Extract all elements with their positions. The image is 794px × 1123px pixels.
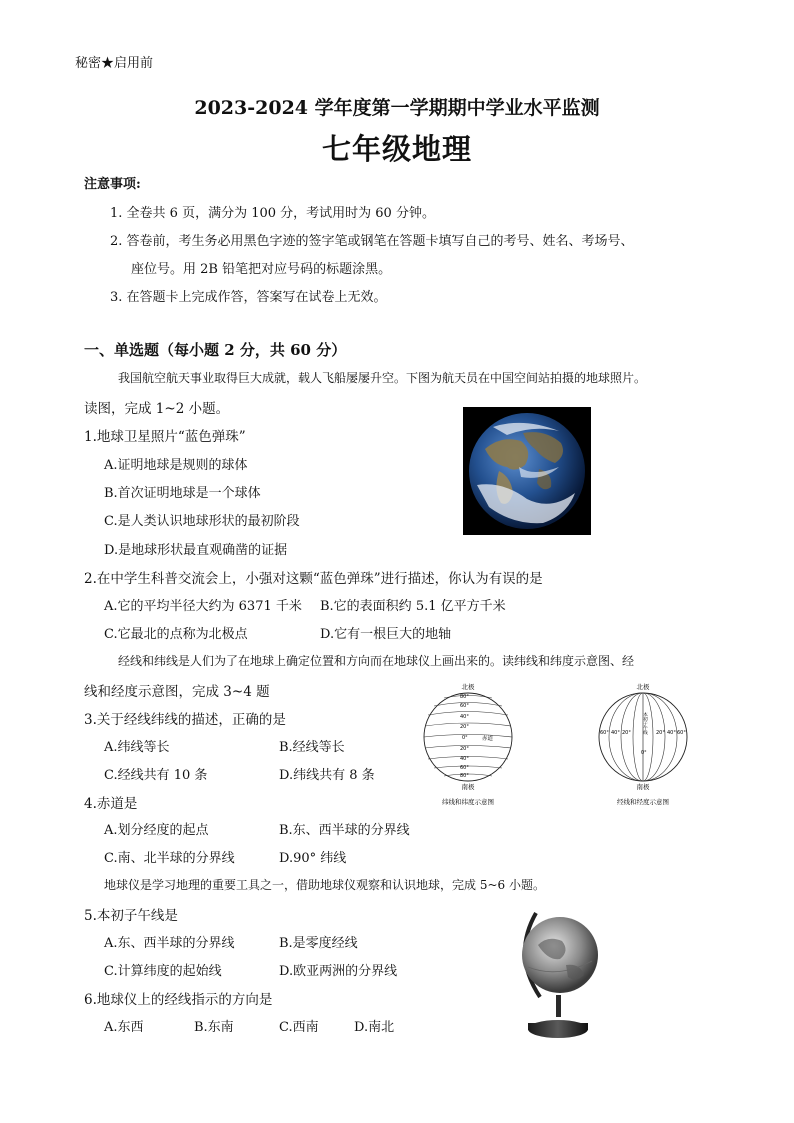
q1-option-c: C.是人类认识地球形状的最初阶段 <box>104 514 300 529</box>
q5-option-b: B.是零度经线 <box>279 936 358 951</box>
svg-text:60°: 60° <box>460 765 469 771</box>
svg-text:40°: 40° <box>460 714 469 720</box>
svg-text:80°: 80° <box>460 773 469 779</box>
q5-option-c: C.计算纬度的起始线 <box>104 964 222 979</box>
q4-option-d: D.90° 纬线 <box>279 851 347 866</box>
q4-option-c: C.南、北半球的分界线 <box>104 851 235 866</box>
svg-text:0°: 0° <box>641 750 647 756</box>
svg-text:40°: 40° <box>611 730 620 736</box>
svg-text:20°: 20° <box>622 730 631 736</box>
q1-option-b: B.首次证明地球是一个球体 <box>104 486 261 501</box>
lon-north-label: 北极 <box>636 683 650 691</box>
q6-option-b: B.东南 <box>194 1020 234 1035</box>
q1-option-d: D.是地球形状最直观确凿的证据 <box>104 543 288 558</box>
desk-globe-icon <box>518 905 598 1040</box>
q6-option-a: A.东西 <box>104 1020 144 1035</box>
q5-option-d: D.欧亚两洲的分界线 <box>279 964 398 979</box>
question-5-stem: 5.本初子午线是 <box>84 908 178 924</box>
notice-heading: 注意事项: <box>84 177 141 192</box>
svg-text:60°: 60° <box>460 703 469 709</box>
intro-1: 我国航空航天事业取得巨大成就，载人飞船屡屡升空。下图为航天员在中国空间站拍摄的地球照片。 <box>118 371 647 385</box>
svg-text:20°: 20° <box>656 730 665 736</box>
q3-option-c: C.经线共有 10 条 <box>104 768 208 783</box>
q1-option-a: A.证明地球是规则的球体 <box>104 458 248 473</box>
latitude-diagram <box>420 682 530 808</box>
intro-2-cont: 线和经度示意图，完成 3~4 题 <box>84 684 270 700</box>
lat-south-label: 南极 <box>461 783 475 791</box>
svg-text:40°: 40° <box>460 756 469 762</box>
q5-option-a: A.东、西半球的分界线 <box>104 936 235 951</box>
q3-option-b: B.经线等长 <box>279 740 345 755</box>
q6-option-d: D.南北 <box>354 1020 395 1035</box>
section-heading: 一、单选题（每小题 2 分，共 60 分） <box>84 341 347 359</box>
earth-photo-icon <box>463 407 591 535</box>
q3-option-d: D.纬线共有 8 条 <box>279 768 375 783</box>
equator-label: 赤道 <box>482 736 494 742</box>
lat-north-label: 北极 <box>461 683 475 691</box>
question-3-stem: 3.关于经线纬线的描述，正确的是 <box>84 712 286 728</box>
longitude-diagram <box>595 682 705 808</box>
svg-text:80°: 80° <box>460 694 469 700</box>
lat-caption: 纬线和纬度示意图 <box>442 798 494 806</box>
intro-1-cont: 读图，完成 1~2 小题。 <box>84 401 230 417</box>
question-1-stem: 1.地球卫星照片“蓝色弹珠” <box>84 429 246 445</box>
svg-text:0°: 0° <box>462 735 468 741</box>
svg-text:60°: 60° <box>600 730 609 736</box>
exam-title: 2023-2024 学年度第一学期期中学业水平监测 <box>194 97 600 119</box>
q4-option-a: A.划分经度的起点 <box>104 823 209 838</box>
question-6-stem: 6.地球仪上的经线指示的方向是 <box>84 992 273 1008</box>
notice-item-1: 1. 全卷共 6 页，满分为 100 分，考试用时为 60 分钟。 <box>110 206 435 221</box>
prime-meridian-label: 本初子午线 <box>642 712 648 735</box>
q6-option-c: C.西南 <box>279 1020 319 1035</box>
svg-text:20°: 20° <box>460 724 469 730</box>
question-2-stem: 2.在中学生科普交流会上，小强对这颗“蓝色弹珠”进行描述，你认为有误的是 <box>84 571 543 587</box>
q2-option-a: A.它的平均半径大约为 6371 千米 <box>104 599 302 614</box>
notice-item-2-cont: 座位号。用 2B 铅笔把对应号码的标题涂黑。 <box>131 262 392 277</box>
confidential-mark: 秘密★启用前 <box>75 56 154 71</box>
q2-option-d: D.它有一根巨大的地轴 <box>320 627 452 642</box>
lon-south-label: 南极 <box>636 783 650 791</box>
q2-option-b: B.它的表面积约 5.1 亿平方千米 <box>320 599 506 614</box>
intro-3: 地球仪是学习地理的重要工具之一，借助地球仪观察和认识地球，完成 5~6 小题。 <box>104 878 545 892</box>
intro-2: 经线和纬线是人们为了在地球上确定位置和方向而在地球仪上画出来的。读纬线和纬度示意图、经 <box>118 654 635 668</box>
q3-option-a: A.纬线等长 <box>104 740 170 755</box>
svg-text:40°: 40° <box>667 730 676 736</box>
notice-item-2: 2. 答卷前，考生务必用黑色字迹的签字笔或钢笔在答题卡填写自己的考号、姓名、考场号、 <box>110 234 634 249</box>
lon-caption: 经线和经度示意图 <box>617 798 669 806</box>
q4-option-b: B.东、西半球的分界线 <box>279 823 410 838</box>
q2-option-c: C.它最北的点称为北极点 <box>104 627 248 642</box>
question-4-stem: 4.赤道是 <box>84 796 138 812</box>
subject-title: 七年级地理 <box>321 132 472 166</box>
notice-item-3: 3. 在答题卡上完成作答，答案写在试卷上无效。 <box>110 290 387 305</box>
svg-text:60°: 60° <box>677 730 686 736</box>
svg-text:20°: 20° <box>460 746 469 752</box>
